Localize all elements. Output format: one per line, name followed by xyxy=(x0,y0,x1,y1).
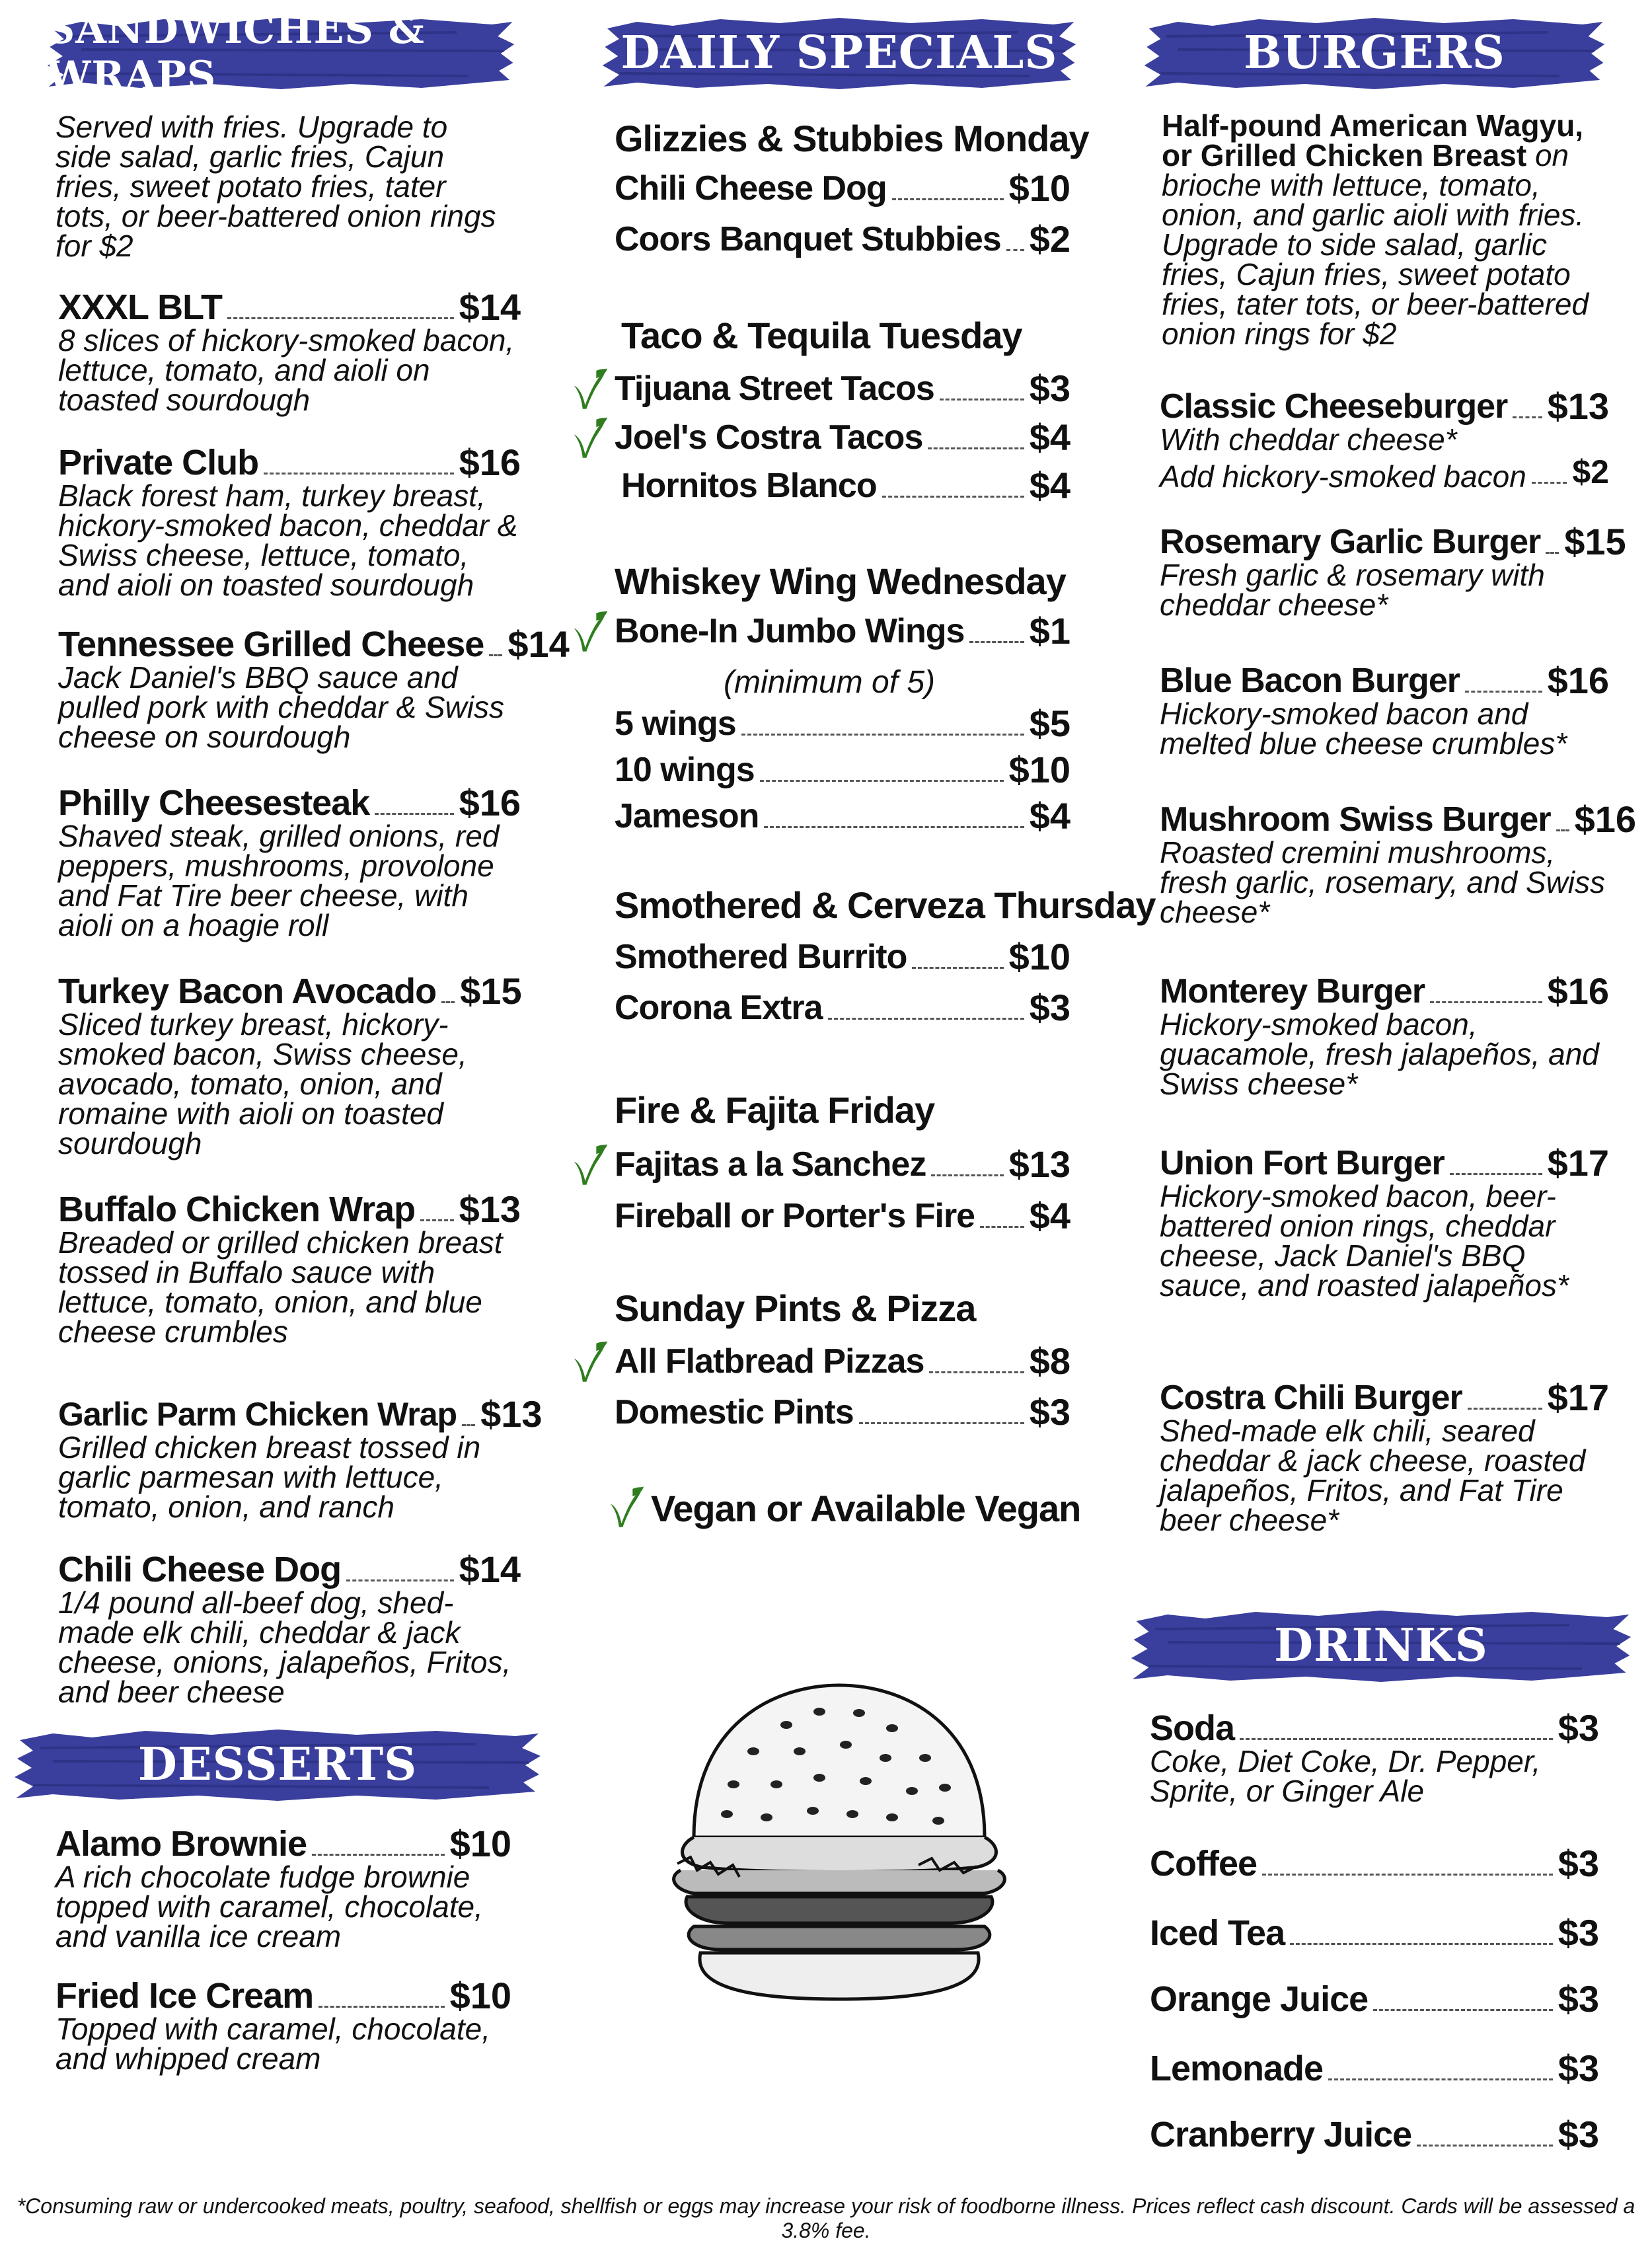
dotted-leader xyxy=(764,826,1024,828)
dotted-leader xyxy=(912,967,1003,969)
menu-item-name: XXXL BLT xyxy=(58,287,223,327)
menu-item-description: A rich chocolate fudge brownie topped with caramel, chocolate, and vanilla ice cream xyxy=(56,1860,483,1954)
menu-item-name: Domestic Pints xyxy=(615,1393,854,1431)
menu-item-row xyxy=(1150,1708,1599,1748)
menu-item-description: Shed-made elk chili, seared cheddar & jack cheese, roasted jalapeños, Fritos, and Fat Tire beer cheese* xyxy=(1160,1414,1586,1537)
dotted-leader xyxy=(1468,1408,1542,1410)
menu-item-row xyxy=(615,704,1070,743)
menu-item-price: $14 xyxy=(459,1548,521,1590)
menu-item-price: $16 xyxy=(459,782,521,823)
menu-item-price: $16 xyxy=(1547,660,1609,701)
menu-item xyxy=(1160,661,1609,759)
menu-item xyxy=(58,1393,543,1524)
dotted-leader xyxy=(319,2006,444,2008)
dotted-leader xyxy=(1430,1001,1542,1003)
menu-item-price: $4 xyxy=(1029,795,1070,837)
leaf-check-icon xyxy=(572,414,609,461)
menu-item-row xyxy=(615,169,1070,208)
menu-item-row xyxy=(56,1976,511,2016)
menu-item-price: $14 xyxy=(459,286,521,328)
menu-item-description: Jack Daniel's BBQ sauce and pulled pork with cheddar & Swiss cheese on sourdough xyxy=(58,660,504,754)
menu-item-description: 8 slices of hickory-smoked bacon, lettuce, tomato, and aioli on toasted sourdough xyxy=(58,323,515,417)
menu-item xyxy=(1150,1913,1599,1953)
menu-item-name: Mushroom Swiss Burger xyxy=(1160,800,1551,839)
menu-item-row xyxy=(615,750,1070,790)
dotted-leader xyxy=(1328,2078,1553,2080)
specials-banner xyxy=(601,10,1077,96)
menu-item-price: $14 xyxy=(507,623,570,665)
menu-item-name: Tennessee Grilled Cheese xyxy=(58,625,484,664)
menu-item-name: Lemonade xyxy=(1150,2049,1324,2088)
menu-item-name: Tijuana Street Tacos xyxy=(615,369,934,408)
leaf-check-icon xyxy=(572,608,609,654)
menu-item-price: $3 xyxy=(1558,1843,1599,1884)
menu-item-price: $3 xyxy=(1029,367,1070,409)
desserts-banner xyxy=(13,1722,542,1807)
menu-item-price: $10 xyxy=(449,1975,511,2016)
dotted-leader xyxy=(760,780,1004,782)
menu-item-row xyxy=(58,1190,521,1229)
menu-item-price: $10 xyxy=(1008,749,1070,790)
menu-item-row xyxy=(615,219,1070,259)
menu-item-row xyxy=(615,796,1070,836)
menu-item xyxy=(615,219,1070,259)
menu-item-price: $15 xyxy=(460,970,522,1012)
dotted-leader xyxy=(1532,482,1567,484)
menu-item xyxy=(615,937,1070,977)
menu-item xyxy=(1160,971,1609,1099)
leaf-check-icon xyxy=(572,365,609,412)
menu-item-row xyxy=(1160,661,1609,701)
desserts-title: DESSERTS xyxy=(137,1738,418,1791)
menu-item-name: Private Club xyxy=(58,443,259,482)
menu-item-name: Coors Banquet Stubbies xyxy=(615,220,1001,258)
menu-item-row xyxy=(1160,1378,1609,1418)
menu-item xyxy=(1160,798,1636,929)
menu-item xyxy=(56,1976,511,2074)
menu-item-name: Corona Extra xyxy=(615,989,823,1027)
menu-item-row xyxy=(1150,2049,1599,2088)
menu-item-row xyxy=(58,623,570,665)
dotted-leader xyxy=(928,447,1024,449)
menu-item-name: Bone-In Jumbo Wings xyxy=(615,612,965,650)
menu-item-name: Jameson xyxy=(615,797,759,835)
menu-item xyxy=(58,443,521,600)
dotted-leader xyxy=(828,1018,1024,1020)
menu-item-name: Costra Chili Burger xyxy=(1160,1379,1462,1417)
menu-item-description: Hickory-smoked bacon and melted blue cheese crumbles* xyxy=(1160,697,1567,761)
menu-item xyxy=(615,1392,1070,1432)
menu-item xyxy=(1160,387,1609,492)
menu-item xyxy=(615,704,1070,743)
menu-item xyxy=(615,988,1070,1028)
special-day-title: Taco & Tequila Tuesday xyxy=(621,315,1022,356)
dotted-leader xyxy=(312,1854,445,1856)
menu-item-name: Smothered Burrito xyxy=(615,938,907,976)
menu-item-row xyxy=(1150,1913,1599,1953)
menu-item-name: Buffalo Chicken Wrap xyxy=(58,1190,416,1229)
menu-item-price: $17 xyxy=(1547,1142,1609,1184)
dotted-leader xyxy=(227,317,454,319)
special-day-title: Smothered & Cerveza Thursday xyxy=(615,884,1156,926)
menu-item xyxy=(58,1190,521,1347)
menu-item-name: Classic Cheeseburger xyxy=(1160,387,1508,426)
menu-item-price: $3 xyxy=(1558,1707,1599,1749)
menu-item-row xyxy=(1160,798,1636,840)
menu-item-price: $3 xyxy=(1558,2047,1599,2089)
menu-item xyxy=(1150,1844,1599,1883)
burger-addon-name: Add hickory-smoked bacon xyxy=(1160,459,1526,494)
dotted-leader xyxy=(859,1422,1024,1424)
menu-item-price: $13 xyxy=(459,1188,521,1230)
menu-item xyxy=(615,1145,1070,1184)
menu-item xyxy=(615,418,1070,457)
menu-item-name: Turkey Bacon Avocado xyxy=(58,971,437,1011)
menu-item-row xyxy=(621,466,1070,506)
menu-item-row xyxy=(1150,1979,1599,2019)
menu-item-description: Roasted cremini mushrooms, fresh garlic, rosemary, and Swiss cheese* xyxy=(1160,835,1606,929)
dotted-leader xyxy=(929,1371,1024,1373)
menu-item-name: Fajitas a la Sanchez xyxy=(615,1145,926,1184)
menu-item-description: Black forest ham, turkey breast, hickory-smoked bacon, cheddar & Swiss cheese, lettuce, tomato, and aioli on toasted sourdough xyxy=(58,478,518,602)
menu-item xyxy=(615,1342,1070,1381)
menu-item-row xyxy=(58,443,521,482)
menu-item-price: $16 xyxy=(1547,970,1609,1012)
menu-item-description: Hickory-smoked bacon, beer-battered onion rings, cheddar cheese, Jack Daniel's BBQ sauce, and roasted jalapeños* xyxy=(1160,1179,1569,1303)
menu-item-name: Joel's Costra Tacos xyxy=(615,418,923,457)
dotted-leader xyxy=(980,1226,1024,1228)
menu-item-price: $5 xyxy=(1029,703,1070,744)
menu-item-name: 10 wings xyxy=(615,751,755,789)
dotted-leader xyxy=(264,473,453,475)
menu-item-description: Breaded or grilled chicken breast tossed in Buffalo sauce with lettuce, tomato, onion, and blue cheese crumbles xyxy=(58,1225,503,1349)
menu-item-row xyxy=(1160,971,1609,1011)
menu-item xyxy=(615,750,1070,790)
menu-item-row xyxy=(1160,521,1626,562)
dotted-leader xyxy=(1262,1874,1553,1876)
menu-item xyxy=(615,1196,1070,1236)
menu-item-row xyxy=(615,1145,1070,1184)
menu-item-row xyxy=(615,1342,1070,1381)
specials-title: DAILY SPECIALS xyxy=(620,26,1058,79)
menu-item-row xyxy=(615,988,1070,1028)
menu-item xyxy=(621,466,1070,506)
special-day-title: Glizzies & Stubbies Monday xyxy=(615,118,1089,159)
special-day-title: Sunday Pints & Pizza xyxy=(615,1287,976,1329)
menu-item-name: Alamo Brownie xyxy=(56,1824,307,1864)
burgers-intro-rest: on brioche with lettuce, tomato, onion, and garlic aioli with fries. Upgrade to side salad, garlic fries, Cajun fries, sweet potato fries, tater tots, or beer-battered onion rings for $2 xyxy=(1162,138,1589,351)
menu-item-row xyxy=(1160,1143,1609,1183)
menu-item-name: Orange Juice xyxy=(1150,1979,1369,2019)
burger-addon-row xyxy=(1160,452,1609,492)
menu-item xyxy=(1160,521,1626,622)
menu-item-price: $4 xyxy=(1029,416,1070,458)
burger-illustration-icon xyxy=(654,1672,1024,2016)
menu-item-row xyxy=(56,1824,511,1864)
menu-item-name: Blue Bacon Burger xyxy=(1160,662,1460,700)
menu-item-description: 1/4 pound all-beef dog, shed-made elk chili, cheddar & jack cheese, onions, jalapeños, Fritos, and beer cheese xyxy=(58,1585,511,1709)
burgers-banner xyxy=(1143,10,1606,96)
dotted-leader xyxy=(892,198,1004,200)
menu-item-row xyxy=(1150,2115,1599,2154)
dotted-leader xyxy=(375,813,453,815)
menu-item-price: $3 xyxy=(1029,1391,1070,1433)
menu-item-name: Monterey Burger xyxy=(1160,972,1425,1010)
dotted-leader xyxy=(420,1219,453,1221)
dotted-leader xyxy=(1450,1173,1542,1175)
menu-item-name: Hornitos Blanco xyxy=(621,467,877,505)
menu-item xyxy=(1150,2049,1599,2088)
menu-item xyxy=(58,783,521,940)
menu-item xyxy=(615,796,1070,836)
drinks-banner xyxy=(1130,1603,1632,1689)
menu-item xyxy=(615,369,1070,408)
dotted-leader xyxy=(346,1579,453,1581)
dotted-leader xyxy=(940,399,1024,400)
menu-item-description: Topped with caramel, chocolate, and whipped cream xyxy=(56,2012,491,2076)
menu-item-price: $15 xyxy=(1564,521,1626,562)
menu-item-row xyxy=(615,611,1070,651)
menu-item-name: Garlic Parm Chicken Wrap xyxy=(58,1396,457,1433)
leaf-check-icon xyxy=(572,1338,609,1385)
menu-item-row xyxy=(615,1392,1070,1432)
drinks-title: DRINKS xyxy=(1274,1619,1488,1672)
menu-item-price: $3 xyxy=(1029,987,1070,1028)
menu-item-name: Chili Cheese Dog xyxy=(615,169,887,208)
menu-item xyxy=(615,611,1070,651)
menu-item xyxy=(1160,1143,1609,1301)
sandwiches-intro: Served with fries. Upgrade to side salad, garlic fries, Cajun fries, sweet potato fries, tater tots, or beer-battered onion rings for $2 xyxy=(56,110,496,263)
menu-item-description: Fresh garlic & rosemary with cheddar cheese* xyxy=(1160,558,1545,622)
menu-item-row xyxy=(58,287,521,327)
menu-item-price: $16 xyxy=(459,441,521,483)
menu-item-name: Fireball or Porter's Fire xyxy=(615,1197,975,1235)
menu-item-row xyxy=(58,783,521,823)
menu-item xyxy=(1150,2115,1599,2154)
menu-item-name: Cranberry Juice xyxy=(1150,2115,1412,2154)
menu-item-price: $3 xyxy=(1558,1978,1599,2020)
menu-item-price: $10 xyxy=(1008,167,1070,209)
dotted-leader xyxy=(1373,2009,1553,2011)
leaf-check-icon xyxy=(608,1484,645,1530)
menu-item xyxy=(58,623,570,754)
menu-item-price: $3 xyxy=(1558,2113,1599,2155)
menu-item-name: Iced Tea xyxy=(1150,1913,1285,1953)
menu-item-name: Union Fort Burger xyxy=(1160,1144,1445,1182)
menu-item-price: $13 xyxy=(1547,385,1609,427)
footer-disclaimer: *Consuming raw or undercooked meats, poultry, seafood, shellfish or eggs may increase your risk of foodborne illness. Prices reflect cash discount. Cards will be assessed a 3.8% fee. xyxy=(17,2194,1635,2242)
menu-item-name: All Flatbread Pizzas xyxy=(615,1342,924,1381)
menu-item xyxy=(58,1550,521,1707)
menu-item-description: With cheddar cheese* xyxy=(1160,422,1457,457)
burgers-title: BURGERS xyxy=(1244,26,1505,79)
menu-item-name: Rosemary Garlic Burger xyxy=(1160,523,1541,561)
menu-item-description: Coke, Diet Coke, Dr. Pepper, Sprite, or Ginger Ale xyxy=(1150,1744,1541,1808)
menu-item xyxy=(58,287,521,415)
menu-item-description: Shaved steak, grilled onions, red peppers, mushrooms, provolone and Fat Tire beer cheese, with aioli on a hoagie roll xyxy=(58,819,500,942)
special-day-title: Whiskey Wing Wednesday xyxy=(615,560,1066,602)
menu-item-row xyxy=(615,418,1070,457)
menu-item-row xyxy=(615,369,1070,408)
menu-item-price: $10 xyxy=(1008,936,1070,977)
menu-item xyxy=(1150,1979,1599,2019)
menu-item-name: Fried Ice Cream xyxy=(56,1976,314,2016)
dotted-leader xyxy=(489,654,502,656)
dotted-leader xyxy=(1006,249,1024,251)
menu-item-price: $3 xyxy=(1558,1912,1599,1954)
dotted-leader xyxy=(441,1001,455,1003)
dotted-leader xyxy=(969,641,1024,643)
menu-item-price: $2 xyxy=(1029,218,1070,260)
menu-item-price: $13 xyxy=(1008,1143,1070,1185)
menu-item-row xyxy=(58,1550,521,1589)
menu-item-name: Coffee xyxy=(1150,1844,1258,1883)
dotted-leader xyxy=(1290,1943,1553,1945)
menu-item xyxy=(58,971,521,1159)
vegan-legend: Vegan or Available Vegan xyxy=(651,1488,1081,1529)
menu-item-row xyxy=(58,971,521,1011)
menu-item xyxy=(1160,1378,1609,1535)
menu-item xyxy=(56,1824,511,1952)
burgers-intro xyxy=(1162,108,1604,351)
menu-item-name: Soda xyxy=(1150,1708,1235,1748)
sandwiches-banner xyxy=(46,7,515,99)
menu-item-row xyxy=(1160,387,1609,426)
menu-item-description: Sliced turkey breast, hickory-smoked bacon, Swiss cheese, avocado, tomato, onion, and romaine with aioli on toasted sourdough xyxy=(58,1007,467,1160)
menu-item-price: $1 xyxy=(1029,610,1070,652)
menu-item-description: Hickory-smoked bacon, guacamole, fresh jalapeños, and Swiss cheese* xyxy=(1160,1007,1599,1101)
menu-item-price: $16 xyxy=(1574,798,1636,840)
menu-item-row xyxy=(58,1393,543,1435)
dotted-leader xyxy=(1556,829,1569,831)
menu-item-price: $8 xyxy=(1029,1340,1070,1382)
menu-item-price: $17 xyxy=(1547,1377,1609,1418)
dotted-leader xyxy=(882,496,1024,498)
menu-item-name: 5 wings xyxy=(615,704,736,743)
dotted-leader xyxy=(1417,2145,1553,2147)
dotted-leader xyxy=(1240,1738,1553,1740)
menu-item xyxy=(1150,1708,1599,1806)
menu-item-name: Chili Cheese Dog xyxy=(58,1550,342,1589)
leaf-check-icon xyxy=(572,1141,609,1188)
dotted-leader xyxy=(1546,552,1559,554)
menu-item-row xyxy=(1150,1844,1599,1883)
special-day-title: Fire & Fajita Friday xyxy=(615,1089,935,1131)
special-note: (minimum of 5) xyxy=(724,665,936,700)
sandwiches-title: SANDWICHES & WRAPS xyxy=(46,7,425,99)
dotted-leader xyxy=(931,1174,1003,1176)
menu-item-price: $10 xyxy=(449,1823,511,1864)
menu-item xyxy=(615,169,1070,208)
menu-item-price: $4 xyxy=(1029,1195,1070,1236)
dotted-leader xyxy=(1513,416,1542,418)
menu-item-price: $4 xyxy=(1029,465,1070,506)
menu-item-description: Grilled chicken breast tossed in garlic parmesan with lettuce, tomato, onion, and ranch xyxy=(58,1430,481,1524)
dotted-leader xyxy=(462,1424,475,1426)
menu-item-row xyxy=(615,937,1070,977)
menu-item-row xyxy=(615,1196,1070,1236)
menu-item-name: Philly Cheesesteak xyxy=(58,783,370,823)
burger-addon-price: $2 xyxy=(1572,453,1609,490)
dotted-leader xyxy=(1465,691,1542,693)
dotted-leader xyxy=(741,734,1024,736)
burgers-intro-bold: Half-pound American Wagyu, or Grilled Chicken Breast xyxy=(1162,108,1584,172)
menu-item-price: $13 xyxy=(480,1393,543,1435)
